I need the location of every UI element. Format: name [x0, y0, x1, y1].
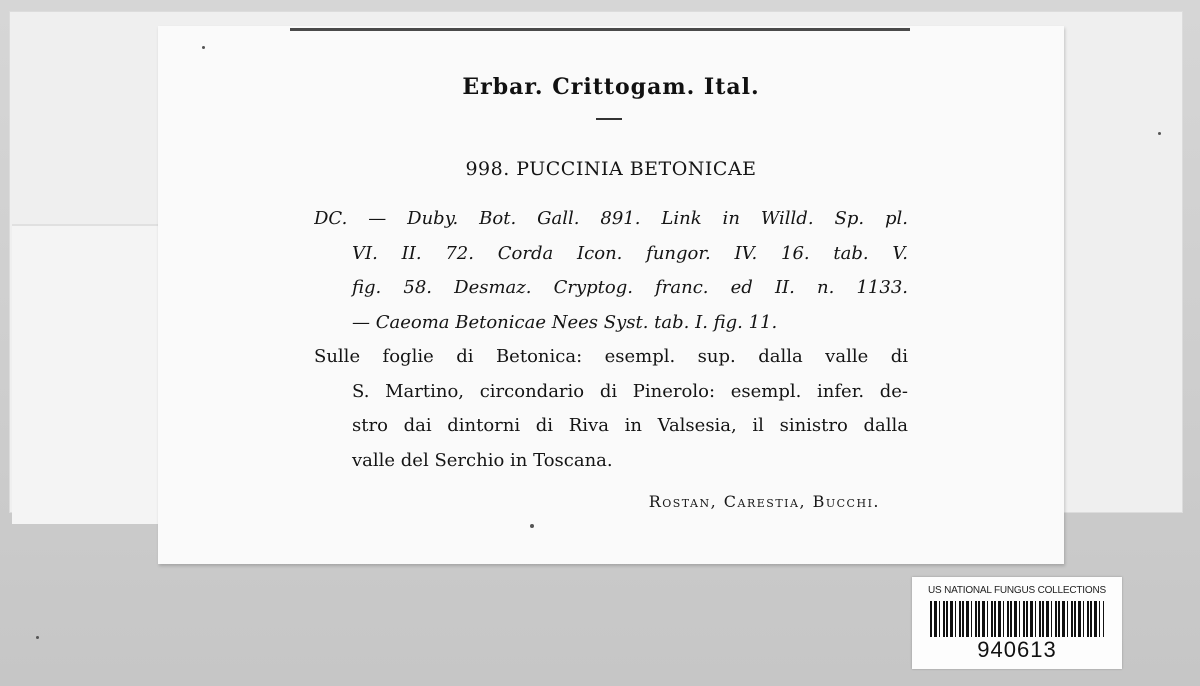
reference-line: DC. — Duby. Bot. Gall. 891. Link in Willd. Sp. pl.	[314, 208, 908, 229]
barcode-label	[912, 577, 1122, 669]
ink-speck	[36, 636, 39, 639]
reference-line: — Caeoma Betonicae Nees Syst. tab. I. fig. 11.	[352, 311, 778, 333]
sheet-fold-panel	[12, 224, 168, 524]
barcode-icon	[930, 601, 1104, 637]
locality-block	[314, 340, 908, 478]
barcode-caption: US NATIONAL FUNGUS COLLECTIONS	[928, 585, 1106, 596]
barcode-number: 940613	[977, 637, 1057, 662]
ink-speck	[530, 524, 534, 528]
reference-line: VI. II. 72. Corda Icon. fungor. IV. 16. tab. V.	[352, 242, 908, 264]
locality-line: stro dai dintorni di Riva in Valsesia, il sinistro dalla	[352, 415, 908, 436]
ink-speck	[202, 46, 205, 49]
collectors: Rostan, Carestia, Bucchi.	[648, 492, 880, 511]
specimen-label	[158, 26, 1064, 564]
ink-speck	[1158, 132, 1161, 135]
locality-line: valle del Serchio in Toscana.	[352, 449, 613, 471]
locality-line: S. Martino, circondario di Pinerolo: esempl. infer. de-	[352, 380, 908, 402]
header-dash	[596, 118, 622, 120]
reference-line: fig. 58. Desmaz. Cryptog. franc. ed II. n. 1133.	[352, 277, 908, 298]
label-header: Erbar. Crittogam. Ital.	[462, 74, 760, 100]
locality-line: Sulle foglie di Betonica: esempl. sup. dalla valle di	[314, 346, 908, 367]
references-block	[314, 202, 908, 340]
label-top-rule	[290, 28, 910, 31]
species-name: 998. PUCCINIA BETONICAE	[465, 158, 757, 180]
